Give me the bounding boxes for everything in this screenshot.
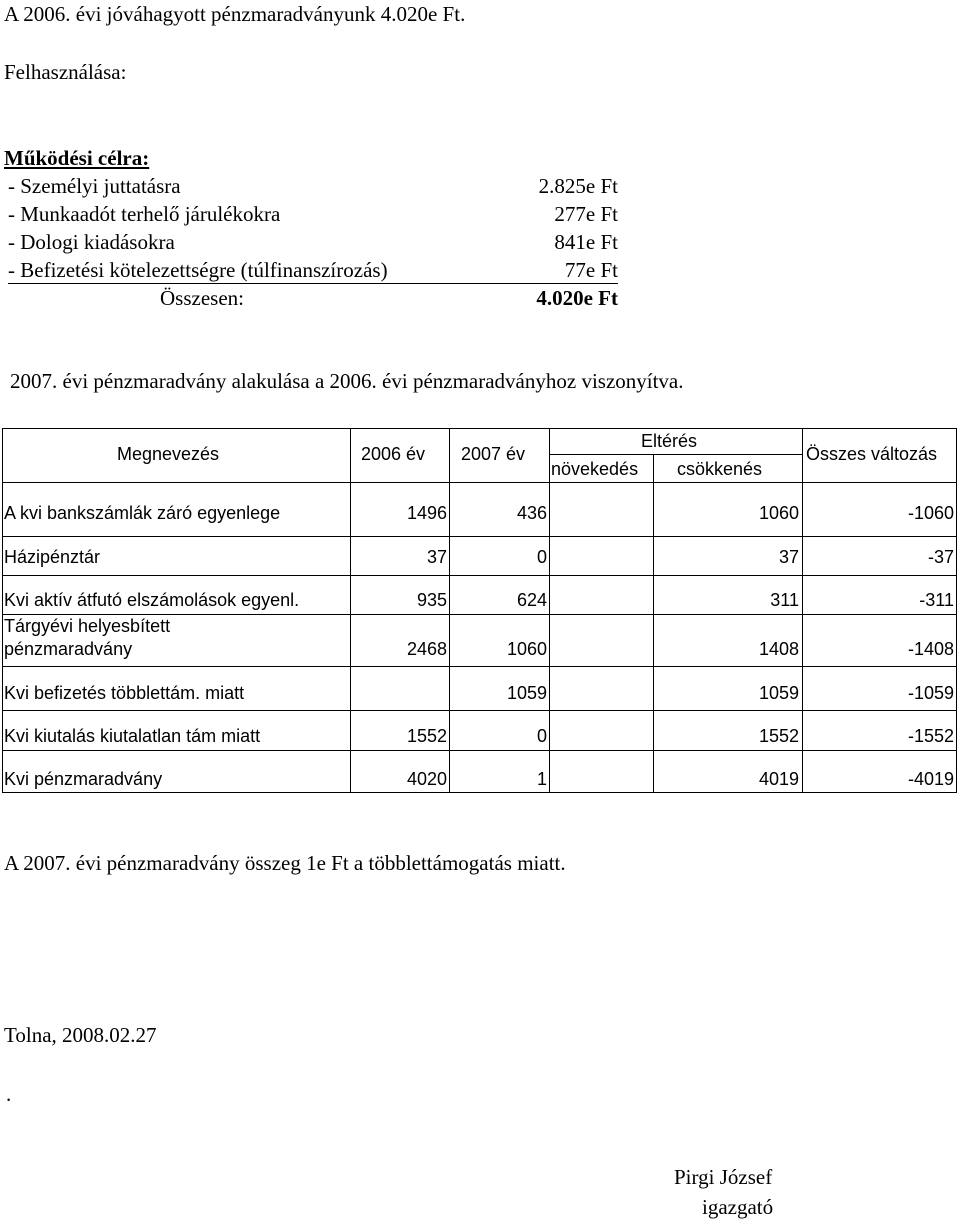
row-2006: 1552: [406, 726, 447, 746]
header-2006: 2006 év: [361, 444, 426, 464]
header-increase: növekedés: [551, 459, 639, 479]
row-2006: 2468: [406, 639, 447, 659]
row-2007: 436: [516, 503, 547, 523]
row-2007: 624: [516, 590, 547, 610]
total-amount: 4.020e Ft: [536, 286, 618, 310]
intro-line: A 2006. évi jóváhagyott pénzmaradványunk 4.020e Ft.: [4, 2, 466, 26]
usage-label: Felhasználása:: [4, 60, 127, 84]
row-total: -4019: [907, 769, 954, 789]
row-name: Tárgyévi helyesbített: [4, 616, 171, 636]
expense-amount: 841e Ft: [554, 230, 618, 254]
row-2007: 0: [536, 547, 547, 567]
row-2007: 0: [536, 726, 547, 746]
comparison-title: 2007. évi pénzmaradvány alakulása a 2006. évi pénzmaradványhoz viszonyítva.: [10, 369, 684, 393]
expense-amount: 2.825e Ft: [538, 174, 618, 198]
row-total: -1059: [907, 683, 954, 703]
row-total: -37: [927, 547, 954, 567]
place-date: Tolna, 2008.02.27: [4, 1023, 157, 1047]
row-2006: 37: [426, 547, 447, 567]
underline-rule: [8, 283, 618, 284]
header-diff: Eltérés: [641, 431, 698, 451]
row-name-continued: pénzmaradvány: [4, 639, 133, 659]
dot: .: [6, 1082, 12, 1106]
expense-label: - Személyi juttatásra: [8, 174, 181, 198]
expense-amount: 277e Ft: [554, 202, 618, 226]
row-name: Kvi aktív átfutó elszámolások egyenl.: [4, 590, 300, 610]
row-name: Házipénztár: [4, 547, 101, 567]
operating-heading: Működési célra:: [4, 146, 150, 170]
row-2006: 1496: [406, 503, 447, 523]
row-decrease: 37: [778, 547, 799, 567]
row-decrease: 1060: [758, 503, 799, 523]
row-name: Kvi kiutalás kiutalatlan tám miatt: [4, 726, 261, 746]
row-2007: 1060: [506, 639, 547, 659]
signature-name: Pirgi József: [674, 1165, 773, 1189]
header-name: Megnevezés: [117, 444, 220, 464]
signature-title: igazgató: [702, 1195, 774, 1219]
header-decrease: csökkenés: [677, 459, 763, 479]
row-decrease: 1408: [758, 639, 799, 659]
note: A 2007. évi pénzmaradvány összeg 1e Ft a többlettámogatás miatt.: [4, 851, 566, 875]
row-total: -1552: [907, 726, 954, 746]
row-decrease: 1552: [758, 726, 799, 746]
expense-amount: 77e Ft: [564, 258, 618, 282]
header-total-change: Összes változás: [806, 444, 938, 464]
header-2007: 2007 év: [461, 444, 526, 464]
row-2007: 1: [536, 769, 547, 789]
expense-label: - Dologi kiadásokra: [8, 230, 175, 254]
row-name: Kvi pénzmaradvány: [4, 769, 163, 789]
expense-label: - Befizetési kötelezettségre (túlfinanszírozás): [8, 258, 388, 282]
expense-label: - Munkaadót terhelő járulékokra: [8, 202, 281, 226]
row-decrease: 1059: [758, 683, 799, 703]
row-name: A kvi bankszámlák záró egyenlege: [4, 503, 281, 523]
row-2007: 1059: [506, 683, 547, 703]
row-total: -311: [919, 590, 954, 610]
total-label: Összesen:: [160, 286, 244, 310]
row-name: Kvi befizetés többlettám. miatt: [4, 683, 245, 703]
row-total: -1408: [907, 639, 954, 659]
row-total: -1060: [907, 503, 954, 523]
row-2006: 4020: [406, 769, 447, 789]
row-decrease: 4019: [758, 769, 799, 789]
row-2006: 935: [416, 590, 447, 610]
row-decrease: 311: [770, 590, 799, 610]
